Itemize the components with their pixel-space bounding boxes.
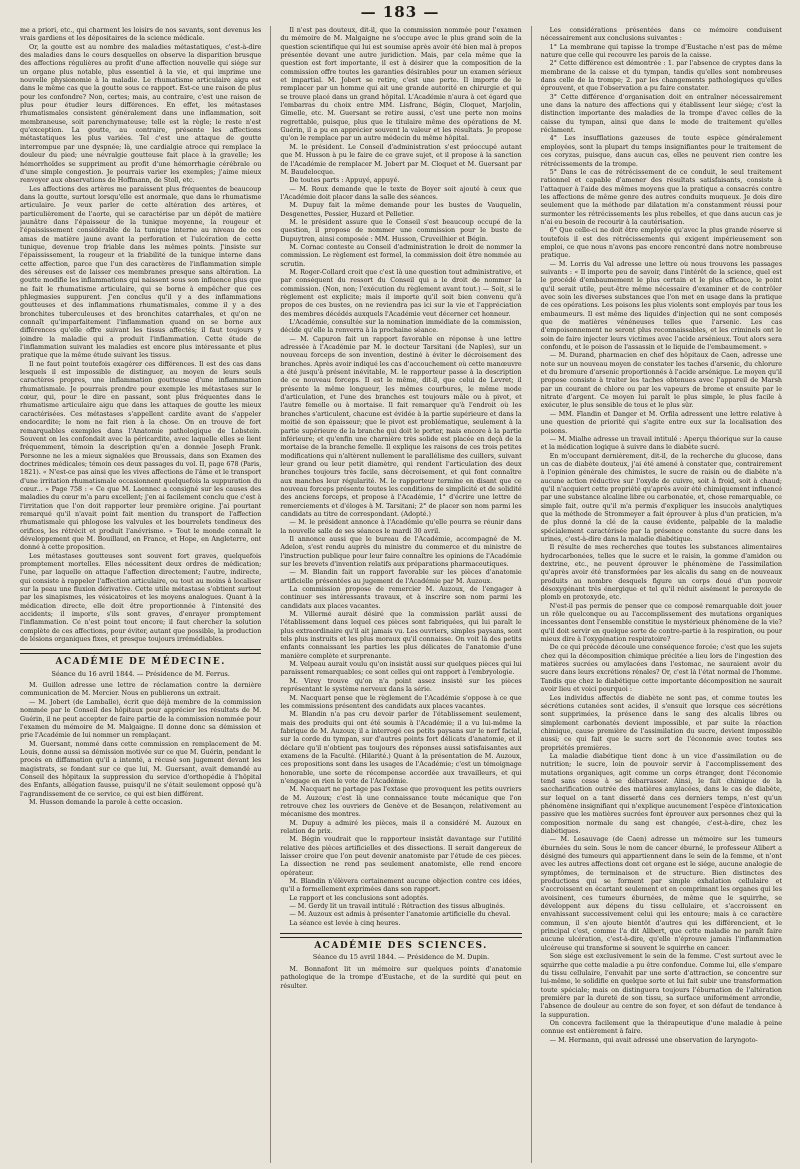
paragraph: — M. Roux demande que le texte de Boyer soit ajouté à ceux que l'Académie doit placer dans la salle des séances. [280, 184, 522, 201]
paragraph: — M. Capuron fait un rapport favorable en réponse à une lettre adressée à l'Académie par M. le docteur Tarsitani (de Naples), sur un nouveau forceps de son invention, destiné à éviter le décroisement des branches. Après avoir indiqué les cas d'accouchement où cette manœuvre a été jusqu'à présent inévitable, M. le rapporteur passe à la description de ce nouveau forceps. Il est le même, dit-il, que celui de Levret; il présente la même longueur, les mêmes courbures, le même mode d'articulation, et l'une des branches est toujours mâle ou à pivot, et l'autre femelle ou à mortaise. Il fait remarquer qu'à l'endroit où les branches s'articulent, chacune est évidée à la partie supérieure et dans la moitié de son épaisseur; que le pivot est problématique, seulement à la partie supérieure de la branche qui doit le porter, mais encore à la partie inférieure; et qu'enfin une charnière très solide est placée en deçà de la mortaise de la branche femelle. Il explique les raisons de ces trois petites modifications qui n'altèrent nullement le parallélisme des cuillers, suivant leur grand ou leur petit diamètre, qui rendent l'articulation des deux branches toujours très facile, sans décroisement, et qui font connaître aux manches leur régularité. M. le rapporteur termine en disant que ce nouveau forceps présente toutes les conditions de simplicité et de solidité des anciens forceps, et propose à l'Académie, 1° d'écrire une lettre de remerciements et d'éloges à M. Tarsitani; 2° de placer son nom parmi les candidats au titre de correspondant. (Adopté.) [280, 334, 522, 518]
section-title: ACADÉMIE DES SCIENCES. [314, 941, 488, 952]
paragraph: — M. Durand, pharmacien en chef des hôpitaux de Caen, adresse une note sur un nouveau moyen de constater les taches d'arsenic, du chlorure et du bromure d'arsenic proportionnés à l'acide arsénique. Le moyen qu'il propose consiste à traiter les taches obtenues avec l'appareil de Marsh par un courant de chlore ou par les vapeurs de brome et ensuite par le nitrate d'argent. Ce moyen lui paraît le plus simple, le plus facile à exécuter, le plus sensible de tous et le plus sûr. [540, 351, 782, 410]
paragraph: M. le président. Le Conseil d'administration s'est préoccupé autant que M. Husson à pu le faire de ce grave sujet, et il propose à la sanction de l'Académie de remplacer M. Jobert par M. Cloquet et M. Guersant par M. Baudelocque. [280, 142, 522, 176]
section-subtitle: Séance du 15 avril 1844. — Présidence de M. Dupin. [312, 953, 490, 962]
paragraph: M. Virey trouve qu'on n'a point assez insisté sur les pièces représentant le système nerveux dans la série. [280, 676, 522, 694]
paragraph: Il résulte de mes recherches que toutes les substances alimentaires hydrocarbonées, telles que le sucre et le raisin, la gomme d'amidon ou dextrine, etc., ne peuvent éprouver le phénomène de l'assimilation qu'après avoir été transformées par les alcalis du sang en de nouveaux produits au nombre desquels figure un corps doué d'un pouvoir désoxygénant très énergique et tel qu'il réduit aisément le peroxyde de plomb en protoxyde, etc. [540, 543, 782, 602]
paragraph: De toutes parts : Appuyé, appuyé. [289, 176, 400, 185]
paragraph: 3° Cette différence d'organisation doit en entraîner nécessairement une dans la nature des affections qui y établissent leur siége; c'est la distinction importante des maladies de la trompe d'avec celles de la caisse du tympan, ainsi que dans le mode de traitement qu'elles réclament. [540, 92, 782, 135]
paragraph: En m'occupant dernièrement, dit-il, de la recherche du glucose, dans un cas de diabète douteux, j'ai été amené à constater que, contrairement à l'opinion générale des chimistes, le sucre de raisin ou de diabète n'a aucune action réductive sur l'oxyde de cuivre, soit à froid, soit à chaud; qu'il n'acquiert cette propriété qu'après avoir été chimiquement influencé par une substance alcaline libre ou carbonatée, et, chose remarquable, ce simple fait, outre qu'il m'a permis d'expliquer les insuccès analytiques que la méthode de Strommeyer a fait éprouver à plus d'un praticien, m'a de plus donné la clé de la cause évidente, palpable de la maladie spécialement caractérisée par la présence constante du sucre dans les urines, c'est-à-dire dans la maladie diabétique. [540, 451, 782, 543]
paragraph: M. Guersant, nommé dans cette commission en remplacement de M. Louis, donne aussi sa démission motivée sur ce que M. Guérin, pendant le procès en diffamation qu'il a intenté, a récusé son jugement devant les magistrats, se fondant sur ce que lui, M. Guersant, avait demandé au Conseil des hôpitaux la suppression du service d'orthopédie à l'hôpital des Enfants, allégation fausse, puisqu'il ne s'était seulement opposé qu'à l'agrandissement de ce service, ce qui est bien différent. [20, 739, 262, 798]
paragraph: M. Dupuy fait la même demande pour les bustes de Vauquelin, Desgenettes, Pessier, Huzard et Pelletier. [280, 201, 522, 218]
paragraph: Il annonce aussi que le bureau de l'Académie, accompagné de M. Adelon, s'est rendu auprès du ministre du commerce et du ministre de l'instruction publique pour leur faire connaître les opinions de l'Académie sur les brevets d'invention relatifs aux préparations pharmaceutiques. [280, 534, 522, 568]
paragraph: M. Villermé aurait désiré que la commission parlât aussi de l'établissement dans lequel ces pièces sont fabriquées, qui lui paraît le plus extraordinaire qu'il ait jamais vu. Les ouvriers, simples paysans, sont tels plus instruits et les plus moraux qu'il connaisse. On voit là des petits enfants connaissant les parties les plus délicates de l'anatomie d'une manière complète et surprenante. [280, 610, 522, 660]
paragraph: 4° Les insufflations gazeuses de toute espèce généralement employées, sont la plupart du temps insignifiantes pour le traitement de ces coryzas, puisque, dans aucun cas, elles ne peuvent rien contre les rétrécissements de la trompe. [540, 134, 782, 168]
paragraph: M. Bonnafont lit un mémoire sur quelques points d'anatomie pathologique de la trompe d'Eustache, et de la surdité qui peut en résulter. [280, 964, 522, 990]
paragraph: Les considérations présentées dans ce mémoire conduisent nécessairement aux conclusions suivantes : [540, 26, 782, 43]
paragraph: M. Husson demande la parole à cette occasion. [29, 797, 183, 806]
paragraph: On concevra facilement que la thérapeutique d'une maladie à peine connue est entièrement à faire. [540, 1018, 782, 1036]
paragraph: — M. le président annonce à l'Académie qu'elle pourra se réunir dans la nouvelle salle de ses séances le mardi 30 avril. [280, 518, 522, 535]
paragraph: M. Guillon adresse une lettre de réclamation contre la dernière communication de M. Mercier. Nous en publierons un extrait. [20, 681, 262, 698]
section-rule [20, 649, 261, 654]
paragraph: N'est-il pas permis de penser que ce composé remarquable doit jouer un rôle quelconque ou au l'accomplissement des mutations organiques incessantes dont l'ensemble constitue le mystérieux phénomène de la vie? qu'il doit servir en quelque sorte de contre-partie à la respiration, ou pour mieux dire à l'oxygénation respiratoire? [540, 601, 782, 644]
paragraph: Il ne faut point toutefois exagérer ces différences. Il est des cas dans lesquels il est impossible de distinguer, au moyen de leurs seuls caractères propres, une inflammation goutteuse d'une inflammation rhumatismale. Je pourrais prendre pour exemple les métastases sur le cœur, qui, pour le dire en passant, sont plus fréquentes dans le rhumatisme articulaire aigu que dans les attaques de goutte les mieux caractérisées. Ces métastases s'appellent cardite avant de s'appeler endocardite; le nom ne fait rien à la chose. On en trouve de fort remarquables exemples dans l'Anatomie pathologique de Lobstein. Souvent on les confondait avec la péricardite, avec laquelle elles se lient fréquemment, témoin la description qu'en a donnée Joseph Frank. Personne ne les a mieux signalées que Broussais, dans son Examen des doctrines médicales; témoin ces deux passages du vol. II, page 678 (Paris, 1821). « N'est-ce pas ainsi que les vives affections de l'âme et le transport d'une irritation rhumatismale occasionnent quelquefois la suppuration du cœur... » Page 758 : « Ce que M. Laennec a consigné sur les causes des maladies du cœur m'a paru excellent; j'en ai facilement conclu que c'est à l'irritation que l'on doit rapporter leur première origine. J'ai pourtant remarqué qu'il n'avait point fait mention du transport de l'affection rhumatismale qui phlogose les valvules et les bourrelets tendineux des orifices, les rétrécit et produit l'anévrisme. » Tout le monde connaît le développement que M. Bouillaud, en France, et Hope, en Angleterre, ont donné à cette proposition. [20, 359, 262, 552]
text-columns [20, 26, 782, 1163]
paragraph: 5° Dans le cas de rétrécissement de ce conduit, le seul traitement rationnel et capable d'amener des résultats satisfaisants, consiste à l'attaquer à l'aide des mêmes moyens que la pratique a consacrés contre les affections de même genre des autres conduits muqueux. Je dois dire seulement que la méthode par dilatation m'a constamment réussi pour surmonter les rétrécissements les plus rebelles, et que dans aucun cas je n'ai eu besoin de recourir à la cautérisation. [540, 167, 782, 226]
paragraph: M. le président assure que le Conseil s'est beaucoup occupé de la question, il propose de nommer une commission pour le buste de Dupuytren, ainsi composée : MM. Husson, Cruveilhier et Bégin. [280, 217, 522, 243]
paragraph: 2° Cette différence est démontrée : 1. par l'absence de cryptes dans la membrane de la caisse et du tympan, tandis qu'elles sont nombreuses dans celle de la trompe; 2. par les changements pathologiques qu'elles éprouvent, et que l'observation a pu faire constater. [540, 59, 782, 93]
paragraph: M. Blandin n'élèvera certainement aucune objection contre ces idées, qu'il a formellement exprimées dans son rapport. [280, 877, 522, 894]
paragraph: Les affections des artères me paraissent plus fréquentes de beaucoup dans la goutte, surtout lorsqu'elle est anormale, que dans le rhumatisme articulaire. Je veux parler de cette altération des artères, et particulièrement de l'aorte, qui se caractérise par un dépôt de matière jaunâtre dans l'épaisseur de la tunique moyenne, la rougeur et l'épaississement considérable de la tunique interne au niveau de ces amas de matière jaune avant la perforation et l'ulcération de cette tunique, devenue trop friable dans les mêmes points. J'insiste sur l'épaississement, la rougeur et la friabilité de la tunique interne dans cette affection, parce que l'un des caractères de l'inflammation simple des séreuses est de laisser ces membranes presque sans altération. La goutte modifie les inflammations qui naissent sous son influence plus que ne fait le rhumatisme articulaire, qui se borne à empêcher que ces phlegmasies suppurent. J'en conclus qu'il y a des inflammations goutteuses et des inflammations rhumatismales, comme il y a des bronchites tuberculeuses et des bronchites catarrhales, et qu'on ne connaît qu'imparfaitement l'inflammation quand on se borne aux différences qu'elle offre suivant les tissus affectés; il faut toujours y joindre la maladie qui a produit l'inflammation. Cette étude de l'inflammation suivant les maladies est encore plus intéressante et plus pratique que la même étude suivant les tissus. [20, 184, 262, 360]
paragraph: — M. Hermann, qui avait adressé une observation de laryngoto- [549, 1035, 758, 1044]
paragraph: Or, la goutte est au nombre des maladies métastatiques, c'est-à-dire des maladies dans le cours desquelles on observe la disparition brusque des affections régulières au profit d'une affection nouvelle qui siége sur un organe plus notable, plus essentiel à la vie, et qui imprime une nouvelle physionomie à la maladie. Le rhumatisme articulaire aigu est dans le même cas que la goutte sous ce rapport. Est-ce une raison de plus pour les confondre? Non, certes; mais, au contraire, c'est une raison de plus pour étudier leurs différences. En effet, les métastases rhumatismales consistent généralement dans une inflammation, soit membraneuse, soit parenchymateuse; telle est la règle; le reste n'est qu'exception. La goutte, au contraire, présente les affections métastatiques les plus variées. Tel c'est une attaque de goutte interrompue par une dyspnée; là, une cardialgie atroce qui remplace la douleur du pied; une névralgie goutteuse fait place à la gravelle; les hémorrhoïdes se suppriment au profit d'une hémorrhagie cérébrale ou d'une simple congestion. Je pourrais varier les exemples; j'aime mieux renvoyer aux observations de Hoffmann, de Stoll, etc. [20, 42, 262, 185]
paragraph: Il n'est pas douteux, dit-il, que la commission nommée pour l'examen du mémoire de M. Malgaigne ne s'occupe avec le plus grand soin de la question scientifique qui lui est soumise après avoir été bien mal à propos présentée devant une autre juridiction. Mais, par cela même que la question est fort importante, il est à désirer que la composition de la commission offre toutes les garanties désirables pour un examen sérieux et impartial. M. Jobert se retire, c'est une perte. Il importe de le remplacer par un homme qui ait une grande autorité en chirurgie et qui se trouve placé dans un grand hôpital. L'Académie n'aura à cet égard que l'embarras du choix entre MM. Lisfranc, Bégin, Cloquet, Marjolin, Gimelle, etc. M. Guersant se retire aussi, c'est une perte non moins regrettable, puisque, plus que le titulaire même des opérations de M. Guérin, il a pu en apprécier souvent la valeur et les résultats. Je propose qu'on le remplace par un autre médecin du même hôpital. [280, 26, 522, 143]
paragraph: M. Cornac conteste au Conseil d'administration le droit de nommer la commission. Le règlement est formel, la commission doit être nommée au scrutin. [280, 242, 522, 268]
paragraph: M. Bégin voudrait que le rapporteur insistât davantage sur l'utilité relative des pièces artificielles et des dissections. Il serait dangereux de laisser croire que l'on peut devenir anatomiste par l'étude de ces pièces. La dissection ne rend pas seulement anatomiste, elle rend encore opérateur. [280, 835, 522, 877]
column-3 [531, 26, 782, 1163]
paragraph: M. Nacquart pense que le règlement de l'Académie s'oppose à ce que les commissions présentent des candidats aux places vacantes. [280, 693, 522, 710]
paragraph: — M. Jobert (de Lamballe), écrit que déjà membre de la commission nommée par le Conseil des hôpitaux pour apprécier les résultats de M. Guérin, il ne peut accepter de faire partie de la commission nommée pour l'examen du mémoire de M. Malgaigne. Il donne donc sa démission et prie l'Académie de lui nommer un remplaçant. [20, 697, 262, 740]
paragraph: De ce qui précède découle une conséquence forcée; c'est que les sujets chez qui la décomposition chimique précitée a lieu lors de l'ingestion des matières sucrées ou amylacées dans l'estomac, ne sauraient avoir du sucre dans leurs excrétions rénales? Or, c'est là l'état normal de l'homme. Tandis que chez le diabétique cette importante décomposition ne saurait avoir lieu et voici pourquoi : [540, 643, 782, 694]
paragraph: — M. Mialhe adresse un travail intitulé : Aperçu théorique sur la cause et la médication logique à suivre dans le diabète sucré. [540, 434, 782, 452]
paragraph: La séance est levée à cinq heures. [289, 918, 401, 927]
section-title: ACADÉMIE DE MÉDECINE. [55, 657, 226, 668]
paragraph: — MM. Flandin et Danger et M. Orfila adressent une lettre relative à une question de priorité qui s'agite entre eux sur la localisation des poisons. [540, 409, 782, 435]
paragraph: — M. Auzoux est admis à présenter l'anatomie artificielle du cheval. [289, 910, 511, 919]
paragraph: La maladie diabétique tient donc à un vice d'assimilation ou de nutrition; le sucre, loin de pouvoir servir à l'accomplissement des mutations organiques, agit comme un corps étranger, dont l'économie tend sans cesse à se débarrasser. Ainsi, le fait chimique de la saccharification outrée des matières amylacées, dans le cas de diabète, sur lequel on a tant disserté dans ces derniers temps, n'est qu'un phénomène insignifiant qui n'explique aucunement l'espèce d'intoxication passive que les matières sucrées font éprouver aux personnes chez qui la composition normale du sang est changée, c'est-à-dire, chez les diabétiques. [540, 751, 782, 835]
paragraph: Les individus affectés de diabète ne sont pas, et comme toutes les sécrétions cutanées sont acides, il s'ensuit que lorsque ces sécrétions sont supprimées, la présence dans le sang des alcalis libres ou simplement carbonatés devient impossible, et par suite la réaction chimique, cause première de l'assimilation du sucre, devient impossible aussi; ce qui fait que le sucre sort de l'économie avec toutes ses propriétés premières. [540, 693, 782, 752]
paragraph: 6° Que celle-ci ne doit être employée qu'avec la plus grande réserve si toutefois il est des rétrécissements qui exigent impérieusement son emploi, ce que nous n'avons pas encore rencontré dans notre nombreuse pratique. [540, 226, 782, 260]
paragraph: — M. Lorris du Val adresse une lettre où nous trouvons les passages suivants : « Il importe peu de savoir, dans l'intérêt de la science, quel est le procédé d'embaumement le plus certain et le plus efficace, le point qu'il serait utile, peut-être même nécessaire d'examiner et de contrôler avec soin les diverses substances que l'on met en usage dans la pratique de ces opérations. Les poisons les plus violents sont employés par tous les embaumeurs. Il est même des liquides d'injection qui ne sont composés que de matières vénéneuses telles que l'arsenic. Les cas d'empoisonnement ne seront plus reconnaissables, et les criminels ont le soin de faire injecter leurs victimes avec l'acide arsénieux. Tout alors sera confondu, et le poison de l'assassin et le liquide de l'embaumement. » [540, 259, 782, 352]
paragraph: M. Roger-Collard croit que c'est là une question tout administrative, et par conséquent du ressort du Conseil qui a le droit de nommer la commission. (Non, non; l'exécution du règlement avant tout.) — Soit, si le règlement est explicite; mais il importe qu'il soit bien convenu qu'à propos de ces bustes, on ne reviendra pas ici sur la vie et l'appréciation des membres décédés auxquels l'Académie veut décerner cet honneur. [280, 267, 522, 318]
section-subtitle: Séance du 16 avril 1844. — Présidence de M. Ferrus. [51, 669, 230, 678]
page-number: — 183 — [360, 3, 440, 21]
paragraph: M. Velpeau aurait voulu qu'on insistât aussi sur quelques pièces qui lui paraissent remarquables; ce sont celles qui ont rapport à l'embryologie. [280, 660, 522, 677]
column-1 [20, 26, 261, 1163]
paragraph: L'Académie, consultée sur la nomination immédiate de la commission, décide qu'elle la renverra à la prochaine séance. [280, 318, 522, 335]
paragraph: — M. Blandin fait un rapport favorable sur les pièces d'anatomie artificielle présentées au jugement de l'Académie par M. Auzoux. [280, 568, 522, 585]
section-rule [280, 933, 521, 938]
paragraph: Le rapport et les conclusions sont adoptés. [289, 893, 429, 902]
column-2 [270, 26, 521, 1163]
paragraph: 1° La membrane qui tapisse la trompe d'Eustache n'est pas de même nature que celle qui recouvre les parois de la caisse. [540, 42, 782, 60]
paragraph: Les métastases goutteuses sont souvent fort graves, quelquefois promptement mortelles. Elles nécessitent deux ordres de médication; l'une, par laquelle on attaque l'affection directement; l'autre, indirecte, qui consiste à rappeler l'affection articulaire, ou tout au moins à localiser sur la peau une fluxion dérivative. Cette utile métastase s'obtient surtout par les sinapismes, les vésicatoires et les moyens analogues. Quant à la médication directe, elle doit être proportionnée à l'intensité des accidents; il importe, s'ils sont graves, d'enrayer promptement l'inflammation. Ce n'est point tout encore; il faut chercher la solution complète de ces affections, pour éviter, autant que possible, la production de lésions organiques fixes, et presque toujours irrémédiables. [20, 551, 262, 644]
paragraph: me a priori, etc., qui charment les loisirs de nos savants, sont devenus les vrais gardiens et les dépositaires de la science médicale. [20, 26, 262, 43]
paragraph: — M. Lesauvage (de Caen) adresse un mémoire sur les tumeurs éburnées du sein. Sous le nom de cancer éburné, le professeur Alibert a désigné des tumeurs qui appartiennent dans le sein de la femme, et n'ont avec les autres affections dont cet organe est le siége, aucune analogie de symptômes, de terminaison et de structure. Bien distinctes des productions qui se forment par simple exhalation cellulaire et s'accroissent en écartant seulement et en comprimant les organes qui les avoisinent, ces tumeurs éburnées, de même que le squirrhe, se développent aux dépens du tissu cellulaire, et s'accroissent en envahissant successivement celui qui les entoure; mais à ce caractère commun, il s'en ajoute bientôt d'autres qui les différencient, et le principal c'est, comme l'a dit Alibert, que cette maladie ne paraît faire aucune ulcération, c'est-à-dire, qu'elle n'éprouve jamais l'inflammation ulcéreuse qui transforme si souvent le squirrhe en cancer. [540, 835, 782, 952]
paragraph: — M. Gerdy lit un travail intitulé : Rétraction des tissus albuginés. [289, 902, 505, 911]
paragraph: M. Dupuy a admiré les pièces, mais il a considéré M. Auzoux en relation de prix. [280, 818, 522, 835]
paragraph: La commission propose de remercier M. Auzoux, de l'engager à continuer ses intéressants travaux, et à inscrire son nom parmi les candidats aux places vacantes. [280, 585, 522, 610]
paragraph: M. Nacquart ne partage pas l'extase que provoquent les petits ouvriers de M. Auzoux; c'est là une connaissance toute mécanique que l'on retrouve chez les ouvriers de Genève et de Besançon, relativement au mécanisme des montres. [280, 785, 522, 819]
paragraph: Son siége est exclusivement le sein de la femme. C'est surtout avec le squirrhe que cette maladie a pu être confondue. Comme lui, elle s'empare du tissu cellulaire, l'envahit par une sorte d'attraction, se concentre sur lui-même, le solidifie en quelque sorte et lui fait subir une transformation toute spéciale; mais on distinguera toujours l'éburnation de l'altération première par la dureté de son tissu, sa surface uniformément arrondie, l'absence de douleur au centre de son foyer, et son défaut de tendance à la suppuration. [540, 952, 782, 1019]
paragraph: M. Blandin n'a pas cru devoir parler de l'établissement seulement, mais des produits qui ont été soumis à l'Académie; il a vu lui-même la fabrique de M. Auzoux; il a interrogé ces petits paysans sur le nerf facial, sur la corde du tympan, sur d'autres points fort délicats d'anatomie, et il déclare qu'il n'obtient pas toujours des réponses aussi satisfaisantes aux examens de la Faculté. (Hilarité.) Quant à la présentation de M. Auzoux, ces propositions sont dans les usages de l'Académie; c'est un témoignage honorable, une sorte de récompense accordée aux travailleurs, et qui n'engage en rien le vote de l'Académie. [280, 710, 522, 785]
